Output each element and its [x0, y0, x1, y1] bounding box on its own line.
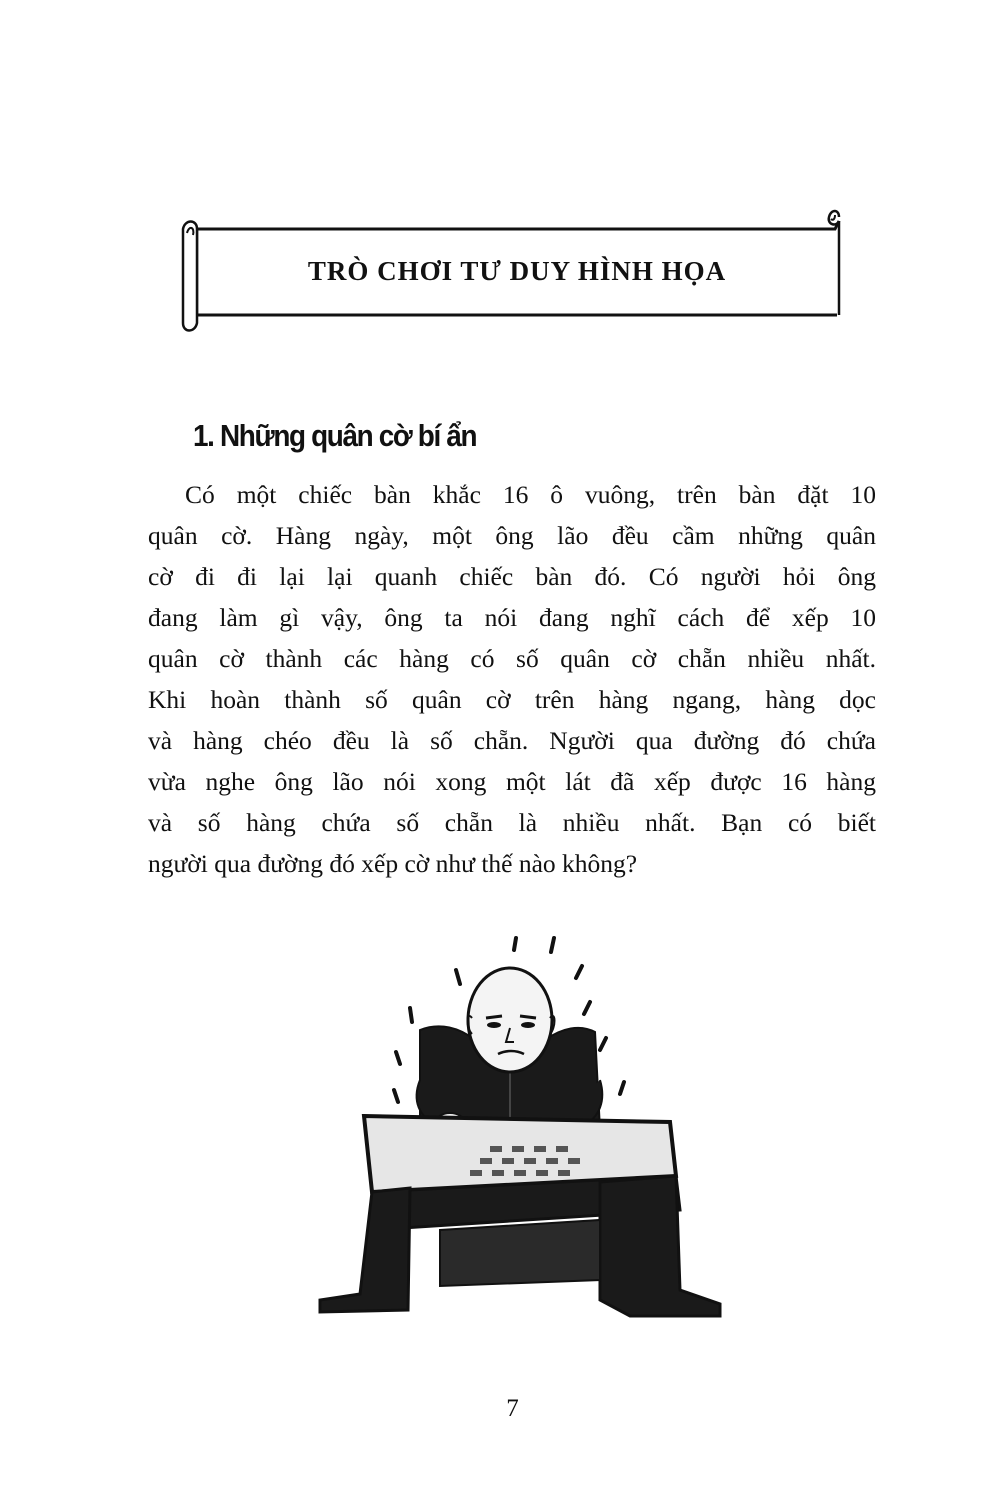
paragraph-line: người qua đường đó xếp cờ như thế nào không? — [148, 849, 638, 878]
paragraph-line: và số hàng chứa số chẵn là nhiều nhất. Bạn có biết — [148, 808, 876, 837]
paragraph-line: và hàng chéo đều là số chẵn. Người qua đường đó chứa — [148, 726, 876, 755]
table-leg-left — [320, 1188, 410, 1312]
paragraph-line: vừa nghe ông lão nói xong một lát đã xếp được 16 hàng — [148, 767, 876, 796]
paragraph-line: Có một chiếc bàn khắc 16 ô vuông, trên bàn đặt 10 — [185, 480, 876, 509]
table-leg-right — [600, 1176, 720, 1316]
paragraph-line: quân cờ. Hàng ngày, một ông lão đều cầm những quân — [148, 521, 876, 550]
page-number: 7 — [506, 1395, 519, 1422]
banner-title: TRÒ CHƠI TƯ DUY HÌNH HỌA — [307, 255, 727, 286]
section-heading: 1. Những quân cờ bí ẩn — [193, 418, 477, 453]
head — [468, 968, 552, 1072]
puzzle-paragraph — [148, 474, 876, 884]
paragraph-line: quân cờ thành các hàng có số quân cờ chẵn nhiều nhất. — [148, 644, 876, 673]
scroll-banner — [175, 205, 855, 340]
old-man-at-chess-table-illustration — [300, 930, 730, 1350]
paragraph-line: cờ đi đi lại lại quanh chiếc bàn đó. Có người hỏi ông — [148, 562, 876, 591]
paragraph-line: Khi hoàn thành số quân cờ trên hàng ngang, hàng dọc — [148, 685, 876, 714]
paragraph-line: đang làm gì vậy, ông ta nói đang nghĩ cách để xếp 10 — [148, 603, 876, 632]
